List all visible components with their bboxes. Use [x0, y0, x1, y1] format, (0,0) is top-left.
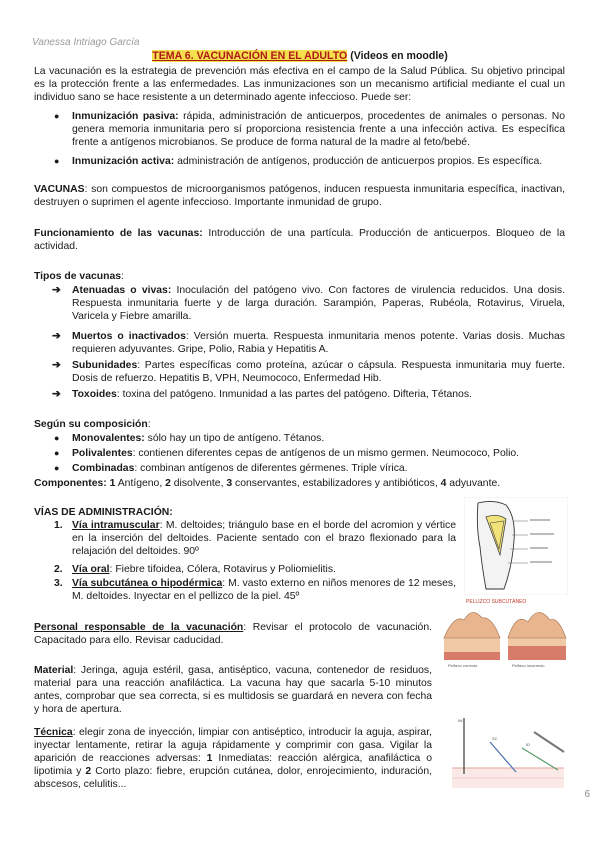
number: 3: [226, 478, 233, 489]
definition: : M. vasto externo en niños menores de 12 meses, M. deltoides. Inyectar en el pellizco de la piel. 45º: [72, 578, 456, 602]
angle-label-sc: SC: [492, 736, 498, 741]
list-item: [54, 155, 565, 168]
definition: : Partes específicas como proteína, azúcar o cápsula. Respuesta inmunitaria muy fuerte. Dosis de refuerzo. Hepatitis B, VPH, Neumococo, Enfermedad Hib.: [72, 360, 565, 384]
definition: : Fiebre tifoidea, Cólera, Rotavirus y Poliomielitis.: [109, 564, 336, 575]
text-part: : elegir zona de inyección, limpiar con antiséptico, introducir la aguja, aspirar, inyectar lentamente, retirar la aguja rápidamente y comprimir con gasa. Vigilar la aparición de reacciones adversas:: [34, 727, 432, 764]
definition: : Versión muerta. Respuesta inmunitaria menos potente. Varias dosis. Muchas requieren adyuvantes. Gripe, Polio, Rabia y Hepatitis A.: [72, 331, 565, 355]
text-part: conservantes, estabilizadores y antibióticos,: [232, 478, 441, 489]
list-item: [54, 447, 565, 460]
term: Combinadas: [72, 463, 135, 474]
list-item: [54, 519, 456, 558]
text-part: Inmediatas: reacción alérgica, anafiláctica o lipotimia y: [34, 753, 432, 777]
definition: : son compuestos de microorganismos patógenos, inducen respuesta inmunitaria específica, inactivan, destruyen o suprimen el agente infeccioso. Importante inmunidad de grupo.: [34, 184, 565, 208]
arrow-icon: ➔: [52, 285, 61, 296]
bullet-icon: ●: [54, 111, 60, 121]
text-part: disolvente,: [170, 478, 227, 489]
definition: rápida, administración de anticuerpos, procedentes de animales o personas. No genera memoria inmunitaria pero sí proporciona resistencia frente a una infección activa. Es específica frente a antígenos microbianos. Se produce de forma natural de la madre al feto/bebé.: [72, 111, 565, 148]
term: Inmunización activa:: [72, 156, 175, 167]
term: Monovalentes:: [72, 433, 145, 444]
definition: : contienen diferentes cepas de antígenos de un mismo germen. Neumococo, Polio.: [132, 448, 520, 459]
pinch-label-correct: Pellizco correcto: [448, 663, 478, 668]
list-item: [52, 388, 565, 401]
heading-text: VÍAS DE ADMINISTRACIÓN:: [34, 507, 173, 518]
number: 1: [109, 478, 116, 489]
heading-colon: :: [147, 419, 151, 430]
term: Inmunización pasiva:: [72, 111, 179, 122]
arrow-icon: ➔: [52, 389, 61, 400]
deltoid-injection-figure: [464, 497, 568, 595]
item-number: 2.: [54, 564, 63, 575]
item-number: 1.: [54, 520, 63, 531]
term: Vía intramuscular: [72, 520, 160, 531]
term: Vía subcutánea o hipodérmica: [72, 578, 223, 589]
list-item: [52, 330, 565, 356]
number: 4: [440, 478, 447, 489]
definition: : M. deltoides; triángulo base en el borde del acromion y vértice en la inserción del deltoides. Paciente sentado con el brazo flexionado para la relajación del deltoides. 90º: [72, 520, 456, 557]
tecnica-paragraph: [34, 726, 432, 791]
text-part: Corto plazo: fiebre, erupción cutánea, dolor, enrojecimiento, induración, abscesos, celulitis...: [34, 766, 432, 790]
term: Toxoides: [72, 389, 117, 400]
pinch-illustration: [440, 602, 570, 670]
arrow-icon: ➔: [52, 331, 61, 342]
term: Técnica: [34, 727, 73, 738]
text-part: adyuvante.: [446, 478, 501, 489]
bullet-icon: ●: [54, 463, 60, 473]
definition: : toxina del patógeno. Inmunidad a las partes del patógeno. Difteria, Tétanos.: [116, 389, 472, 400]
figure-caption: PELLIZCO SUBCUTÁNEO: [466, 599, 527, 605]
bullet-icon: ●: [54, 156, 60, 166]
list-item: [54, 110, 565, 149]
definition: : Jeringa, aguja estéril, gasa, antiséptico, vacuna, contenedor de residuos, material para una reacción anafiláctica. La vacuna hay que sacarla 5-10 minutos antes, comprobar que sea correcta, si es multidosis se guardará en nevera con fecha y hora de apertura.: [34, 665, 432, 715]
page-number: 6: [584, 789, 590, 800]
list-item: [54, 432, 565, 445]
bullet-icon: ●: [54, 433, 60, 443]
definition: administración de antígenos, producción de anticuerpos propios. Es específica.: [174, 156, 543, 167]
number: 2: [165, 478, 171, 489]
definition: : Revisar el protocolo de vacunación. Capacitado para ello. Revisar caducidad.: [34, 622, 432, 646]
arrow-icon: ➔: [52, 360, 61, 371]
personal-paragraph: [34, 621, 432, 647]
bullet-icon: ●: [54, 448, 60, 458]
list-item: [54, 563, 456, 576]
heading-colon: :: [121, 271, 124, 282]
term: Muertos o inactivados: [72, 331, 186, 342]
heading-text: Tipos de vacunas: [34, 271, 122, 282]
skin-pinch-figure: [440, 602, 570, 670]
definition: Introducción de una partícula. Producción de anticuerpos. Bloqueo de la actividad.: [34, 228, 565, 252]
term: Componentes:: [34, 478, 107, 489]
list-item: [52, 359, 565, 385]
term: Funcionamiento de las vacunas:: [34, 228, 203, 239]
angles-illustration: [446, 712, 570, 792]
number: 1: [206, 753, 213, 764]
tipos-heading: [34, 270, 565, 283]
heading-text: Según su composición: [34, 419, 148, 430]
term: Vía oral: [72, 564, 110, 575]
vacunas-paragraph: [34, 183, 565, 209]
term: Subunidades: [72, 360, 138, 371]
page-title: [0, 50, 600, 63]
intro-paragraph: La vacunación es la estrategia de prevención más efectiva en el campo de la Salud Pública. Su objetivo principal es la protección frente a las enfermedades. Las inmunizaciones son un mecanismo artificial mediante el cual un individuo sano se hace resistente a un determinado agente infeccioso. Puede ser:: [34, 66, 565, 103]
definition: : combinan antígenos de diferentes gérmenes. Triple vírica.: [134, 463, 408, 474]
definition: sólo hay un tipo de antígeno. Tétanos.: [144, 433, 325, 444]
pinch-label-incorrect: Pellizco incorrecto: [512, 663, 545, 668]
list-item: [54, 577, 456, 603]
title-suffix: (Videos en moodle): [347, 50, 448, 62]
list-item: [52, 284, 566, 323]
injection-angles-figure: [446, 712, 570, 792]
term: Material: [34, 665, 74, 676]
text-part: Antígeno,: [115, 478, 166, 489]
composicion-heading: [34, 418, 565, 431]
material-paragraph: [34, 664, 432, 716]
deltoid-illustration: [464, 497, 568, 595]
term: VACUNAS: [34, 184, 85, 195]
term: Personal responsable de la vacunación: [34, 622, 244, 633]
author-name: Vanessa Intriago García: [32, 37, 140, 48]
funcionamiento-paragraph: [34, 227, 565, 253]
number: 2: [85, 766, 92, 777]
term: Polivalentes: [72, 448, 133, 459]
term: Atenuadas o vivas:: [72, 285, 172, 296]
angle-label-im: IM: [458, 718, 463, 723]
item-number: 3.: [54, 578, 63, 589]
list-item: [54, 462, 565, 475]
componentes-paragraph: [34, 477, 565, 490]
definition: Inoculación del patógeno vivo. Con factores de virulencia reducidos. Una dosis. Respuesta inmunitaria fuerte y de larga duración. Sarampión, Paperas, Rubéola, Rotavirus, Viruela, Varicela y Fiebre amarilla.: [72, 285, 566, 322]
title-highlight: TEMA 6. VACUNACIÓN EN EL ADULTO: [152, 50, 348, 62]
angle-label-id: ID: [526, 742, 530, 747]
